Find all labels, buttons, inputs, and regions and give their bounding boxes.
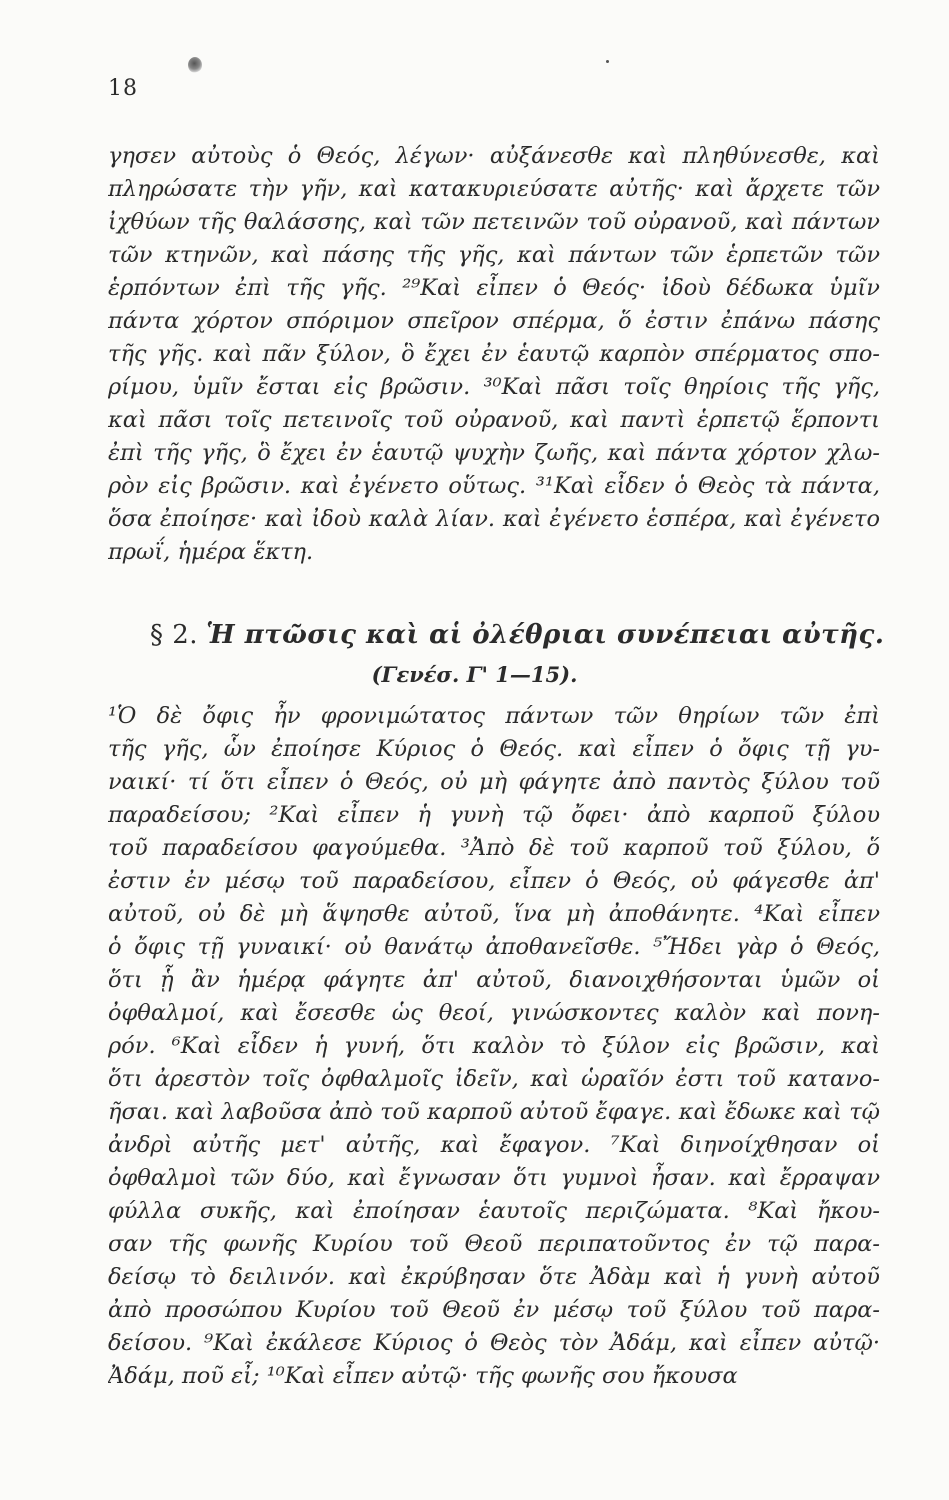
- text-line: καὶ πᾶσι τοῖς πετεινοῖς τοῦ οὐρανοῦ, καὶ παντὶ ἑρπετῷ ἕρποντι: [108, 407, 880, 433]
- text-line: γησεν αὐτοὺς ὁ Θεός, λέγων· αὐξάνεσθε καὶ πληθύνεσθε, καὶ: [108, 143, 880, 169]
- text-line: ῆσαι. καὶ λαβοῦσα ἀπὸ τοῦ καρποῦ αὐτοῦ ἔφαγε. καὶ ἔδωκε καὶ τῷ: [108, 1099, 880, 1125]
- text-line: ναικί· τί ὅτι εἶπεν ὁ Θεός, οὐ μὴ φάγητε ἀπὸ παντὸς ξύλου τοῦ: [108, 769, 880, 795]
- section-heading: [150, 620, 890, 650]
- text-line: πληρώσατε τὴν γῆν, καὶ κατακυριεύσατε αὐτῆς· καὶ ἄρχετε τῶν: [108, 176, 880, 202]
- text-line: ἑρπόντων ἐπὶ τῆς γῆς. ²⁹Καὶ εἶπεν ὁ Θεός· ἰδοὺ δέδωκα ὑμῖν: [108, 275, 880, 301]
- text-line: παραδείσου; ²Καὶ εἶπεν ἡ γυνὴ τῷ ὄφει· ἀπὸ καρποῦ ξύλου: [108, 802, 880, 828]
- text-line: ἀπὸ προσώπου Κυρίου τοῦ Θεοῦ ἐν μέσῳ τοῦ ξύλου τοῦ παρα-: [108, 1297, 880, 1323]
- text-block-genesis-1: [108, 140, 880, 569]
- text-line: τοῦ παραδείσου φαγούμεθα. ³Ἀπὸ δὲ τοῦ καρποῦ τοῦ ξύλου, ὅ: [108, 835, 880, 861]
- text-line: ἰχθύων τῆς θαλάσσης, καὶ τῶν πετεινῶν τοῦ οὐρανοῦ, καὶ πάντων: [108, 209, 880, 235]
- text-line: σαν τῆς φωνῆς Κυρίου τοῦ Θεοῦ περιπατοῦντος ἐν τῷ παρα-: [108, 1231, 880, 1257]
- text-line: ¹Ὁ δὲ ὄφις ἦν φρονιμώτατος πάντων τῶν θηρίων τῶν ἐπὶ: [108, 703, 880, 729]
- text-line: τῆς γῆς. καὶ πᾶν ξύλον, ὃ ἔχει ἐν ἑαυτῷ καρπὸν σπέρματος σπο-: [108, 341, 880, 367]
- text-line: πρωΐ, ἡμέρα ἕκτη.: [108, 539, 314, 565]
- text-line: φύλλα συκῆς, καὶ ἐποίησαν ἑαυτοῖς περιζώματα. ⁸Καὶ ἤκου-: [108, 1198, 880, 1224]
- page-number: 18: [108, 76, 138, 101]
- text-line: τῶν κτηνῶν, καὶ πάσης τῆς γῆς, καὶ πάντων τῶν ἑρπετῶν τῶν: [108, 242, 880, 268]
- text-line: ὅσα ἐποίησε· καὶ ἰδοὺ καλὰ λίαν. καὶ ἐγένετο ἑσπέρα, καὶ ἐγένετο: [108, 506, 880, 532]
- text-line: ἀνδρὶ αὐτῆς μετ' αὐτῆς, καὶ ἔφαγον. ⁷Καὶ διηνοίχθησαν οἱ: [108, 1132, 880, 1158]
- text-line: ρὸν εἰς βρῶσιν. καὶ ἐγένετο οὕτως. ³¹Καὶ εἶδεν ὁ Θεὸς τὰ πάντα,: [108, 473, 880, 499]
- text-line: τῆς γῆς, ὧν ἐποίησε Κύριος ὁ Θεός. καὶ εἶπεν ὁ ὄφις τῇ γυ-: [108, 736, 880, 762]
- text-block-genesis-3: [108, 700, 880, 1393]
- text-line: ρόν. ⁶Καὶ εἶδεν ἡ γυνή, ὅτι καλὸν τὸ ξύλον εἰς βρῶσιν, καὶ: [108, 1033, 880, 1059]
- text-line: ὀφθαλμοί, καὶ ἔσεσθε ὡς θεοί, γινώσκοντες καλὸν καὶ πονη-: [108, 1000, 880, 1026]
- text-line: ὅτι ᾗ ἂν ἡμέρᾳ φάγητε ἀπ' αὐτοῦ, διανοιχθήσονται ὑμῶν οἱ: [108, 967, 880, 993]
- section-title: Ἡ πτῶσις καὶ αἱ ὀλέθριαι συνέπειαι αὐτῆς.: [206, 620, 885, 650]
- text-line: ἐστιν ἐν μέσῳ τοῦ παραδείσου, εἶπεν ὁ Θεός, οὐ φάγεσθε ἀπ': [108, 868, 880, 894]
- text-line: αὐτοῦ, οὐ δὲ μὴ ἅψησθε αὐτοῦ, ἵνα μὴ ἀποθάνητε. ⁴Καὶ εἶπεν: [108, 901, 880, 927]
- text-line: ὁ ὄφις τῇ γυναικί· οὐ θανάτῳ ἀποθανεῖσθε. ⁵Ἤδει γὰρ ὁ Θεός,: [108, 934, 880, 960]
- text-line: ὀφθαλμοὶ τῶν δύο, καὶ ἔγνωσαν ὅτι γυμνοὶ ἦσαν. καὶ ἔρραψαν: [108, 1165, 880, 1191]
- text-line: ἐπὶ τῆς γῆς, ὃ ἔχει ἐν ἑαυτῷ ψυχὴν ζωῆς, καὶ πάντα χόρτον χλω-: [108, 440, 880, 466]
- ink-speck: [606, 60, 609, 63]
- text-line: δείσου. ⁹Καὶ ἐκάλεσε Κύριος ὁ Θεὸς τὸν Ἀδάμ, καὶ εἶπεν αὐτῷ·: [108, 1330, 880, 1356]
- text-line: πάντα χόρτον σπόριμον σπεῖρον σπέρμα, ὅ ἐστιν ἐπάνω πάσης: [108, 308, 880, 334]
- section-reference: (Γενέσ. Γ' 1—15).: [371, 662, 578, 687]
- section-mark: § 2.: [150, 620, 199, 650]
- ink-blot-mark: [188, 57, 202, 73]
- text-line: Ἀδάμ, ποῦ εἶ; ¹⁰Καὶ εἶπεν αὐτῷ· τῆς φωνῆς σου ἤκουσα: [108, 1363, 738, 1389]
- text-line: ὅτι ἀρεστὸν τοῖς ὀφθαλμοῖς ἰδεῖν, καὶ ὡραῖόν ἐστι τοῦ κατανο-: [108, 1066, 880, 1092]
- text-line: δείσῳ τὸ δειλινόν. καὶ ἐκρύβησαν ὅτε Ἀδὰμ καὶ ἡ γυνὴ αὐτοῦ: [108, 1264, 880, 1290]
- text-line: ρίμου, ὑμῖν ἔσται εἰς βρῶσιν. ³⁰Καὶ πᾶσι τοῖς θηρίοις τῆς γῆς,: [108, 374, 880, 400]
